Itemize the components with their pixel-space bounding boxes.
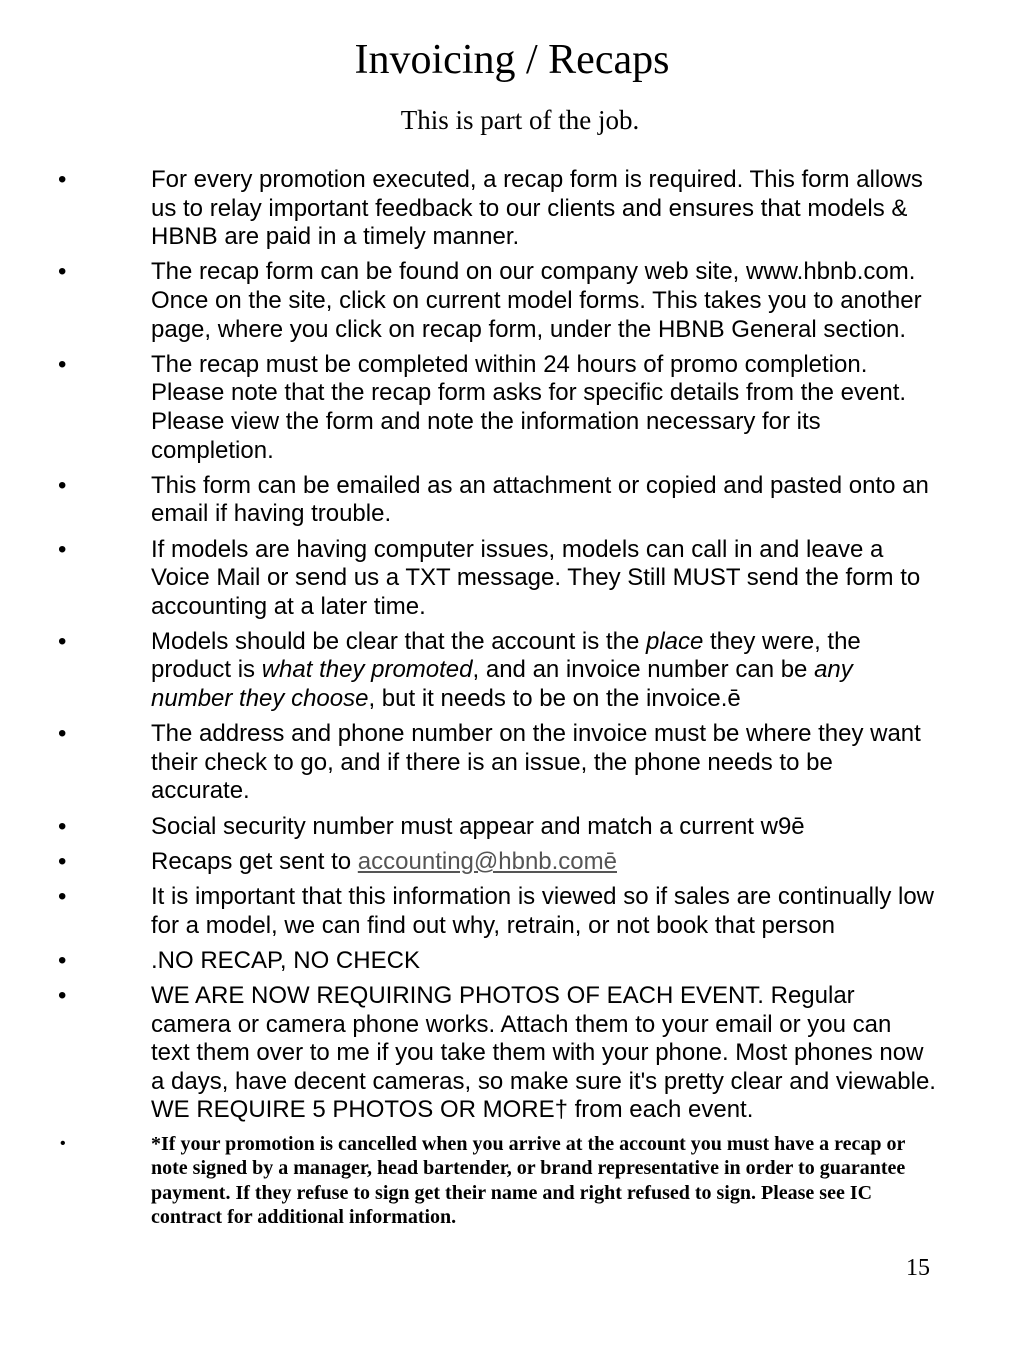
- bullet-marker: •: [58, 166, 67, 193]
- bullet-marker: •: [58, 946, 67, 974]
- bullet-recap-deadline: [0, 351, 1024, 465]
- bullet-email-form: [0, 472, 1024, 529]
- bullet-text: [151, 628, 861, 712]
- bullet-text: WE ARE NOW REQUIRING PHOTOS OF EACH EVENT. Regular camera or camera phone works. Attach them to your email or you can text them over to me if you take them with your phone. Most phones now a days, have decent cameras, so make sure it's pretty clear and viewable. WE REQUIRE 5 PHOTOS OR MORE† from each event.: [151, 981, 936, 1124]
- bullet-computer-issues: [0, 536, 1024, 622]
- bullet-marker: •: [60, 1134, 66, 1152]
- bullet-text: This form can be emailed as an attachment or copied and pasted onto an email if having trouble.: [151, 471, 929, 528]
- bullet-text: If models are having computer issues, models can call in and leave a Voice Mail or send us a TXT message. They Still MUST send the form to accounting at a later time.: [151, 535, 921, 620]
- bullet-text-emphasis: place: [645, 627, 704, 655]
- bullet-text: *If your promotion is cancelled when you arrive at the account you must have a recap or note signed by a manager, head bartender, or brand representative in order to guarantee payment. If they refuse to sign get their name and right refused to sign. Please see IC contract for additional information.: [151, 1132, 906, 1229]
- bullet-text: The recap must be completed within 24 hours of promo completion. Please note that the recap form asks for specific details from the event. Please view the form and note the information necessary for its completion.: [151, 350, 907, 464]
- bullet-text: .NO RECAP, NO CHECK: [151, 946, 420, 974]
- page-title: Invoicing / Recaps: [354, 37, 670, 83]
- page-number: 15: [906, 1255, 930, 1281]
- bullet-text-part: Recaps get sent to: [151, 847, 358, 875]
- bullet-marker: •: [58, 627, 67, 655]
- bullet-text-part: , and an invoice number can be: [472, 656, 815, 684]
- bullet-marker: •: [58, 981, 67, 1009]
- bullet-marker: •: [58, 258, 67, 286]
- bullet-invoice-details: [0, 628, 1024, 714]
- bullet-marker: •: [58, 535, 67, 563]
- bullet-marker: •: [58, 847, 67, 875]
- bullet-text-part: they were, the product is: [151, 627, 861, 684]
- bullet-text: It is important that this information is viewed so if sales are continually low for a model, we can find out why, retrain, or not book that person: [151, 883, 935, 939]
- bullet-marker: •: [58, 350, 67, 378]
- bullet-marker: •: [58, 883, 67, 910]
- bullet-text-part: Models should be clear that the account is the: [151, 627, 646, 655]
- bullet-list: [0, 166, 1024, 1236]
- bullet-text-part: , but it needs to be on the invoice.ē: [368, 685, 741, 713]
- bullet-text: Social security number must appear and match a current w9ē: [151, 812, 805, 840]
- bullet-recap-email: [0, 848, 1024, 877]
- bullet-text: For every promotion executed, a recap form is required. This form allows us to relay important feedback to our clients and ensures that models & HBNB are paid in a timely manner.: [151, 166, 923, 251]
- bullet-recap-location: [0, 258, 1024, 344]
- bullet-information-importance: [0, 883, 1024, 940]
- bullet-text-emphasis: any number they choose: [151, 656, 853, 713]
- bullet-text-emphasis: what they promoted: [261, 656, 473, 684]
- bullet-address-phone: [0, 720, 1024, 806]
- bullet-marker: •: [58, 720, 67, 748]
- bullet-recap-required: [0, 166, 1024, 252]
- page-subtitle: This is part of the job.: [400, 105, 640, 135]
- bullet-text: [151, 848, 617, 875]
- bullet-marker: •: [58, 812, 67, 840]
- bullet-photos-required: [0, 982, 1024, 1125]
- bullet-ssn: [0, 813, 1024, 842]
- bullet-marker: •: [58, 471, 67, 499]
- bullet-text: The recap form can be found on our company web site, www.hbnb.com. Once on the site, click on current model forms. This takes you to another page, where you click on recap form, under the HBNB General section.: [151, 258, 922, 343]
- bullet-cancellation-note: [0, 1132, 1024, 1230]
- bullet-text: The address and phone number on the invoice must be where they want their check to go, and if there is an issue, the phone needs to be accurate.: [151, 720, 921, 805]
- accounting-email-link[interactable]: accounting@hbnb.comē: [357, 847, 617, 875]
- bullet-no-recap-no-check: [0, 947, 1024, 976]
